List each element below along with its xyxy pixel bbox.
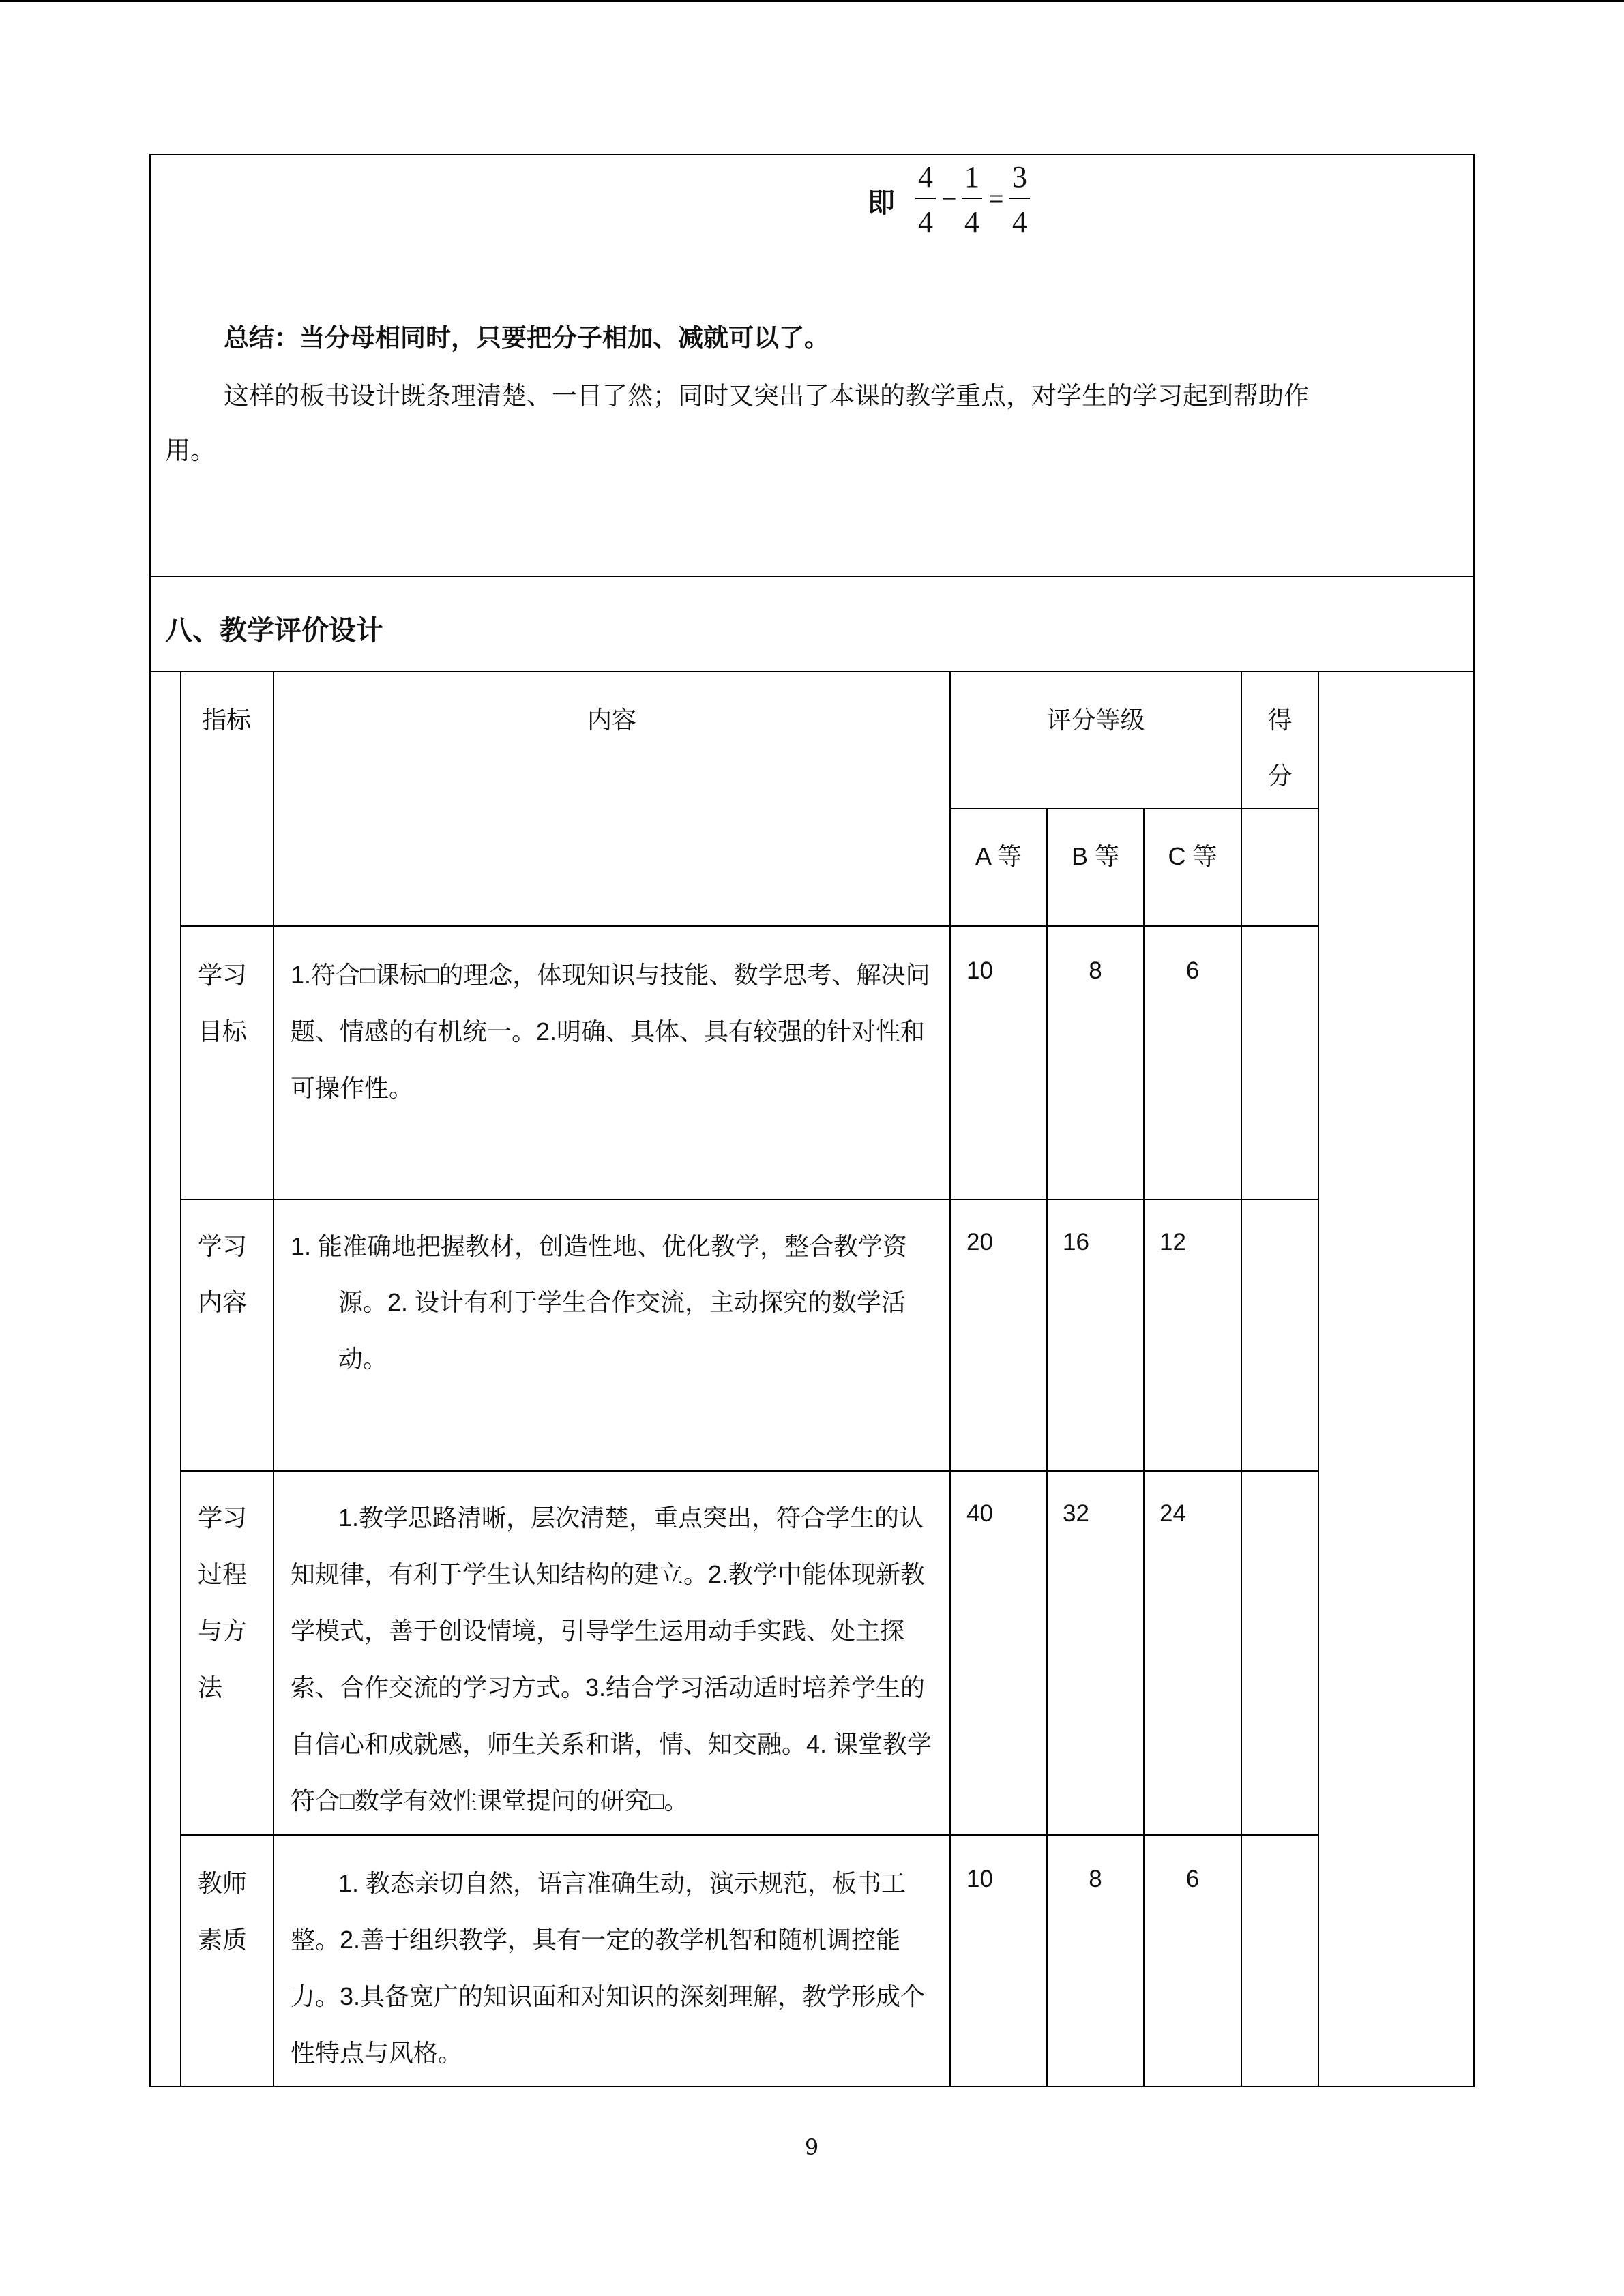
outer-frame-top (149, 154, 1475, 155)
row-content-line: 题、情感的有机统一。2.明确、具体、具有较强的针对性和 (291, 1017, 926, 1045)
row-indicator-line: 目标 (198, 1017, 248, 1045)
equation-prefix: 即 (868, 187, 895, 219)
fraction-1-bar (915, 198, 936, 199)
row-grade-c: 6 (1185, 957, 1200, 984)
summary-bold-line: 总结：当分母相同时，只要把分子相加、减就可以了。 (224, 323, 829, 353)
fraction-3-denominator: 4 (1012, 205, 1027, 239)
row-indicator-line: 内容 (198, 1288, 248, 1316)
header-grade-a: A 等 (975, 842, 1022, 870)
outer-frame-right (1473, 154, 1475, 2087)
header-score-line-1: 得 (1267, 706, 1293, 734)
row-content-line: 符合□数学有效性课堂提问的研究□。 (291, 1787, 689, 1815)
row-content-line: 可操作性。 (291, 1074, 414, 1102)
fraction-2-numerator: 1 (964, 160, 979, 194)
row-grade-c: 12 (1160, 1229, 1186, 1255)
row-indicator-line: 学习 (198, 961, 248, 989)
row-grade-b: 16 (1063, 1229, 1089, 1255)
row-grade-b: 32 (1063, 1500, 1089, 1527)
outer-frame-left (149, 154, 151, 2087)
header-grade-c: C 等 (1168, 842, 1217, 870)
page-top-border (0, 0, 1624, 2)
header-grade-b: B 等 (1071, 842, 1119, 870)
table-col-line-content (949, 671, 951, 2087)
table-col-line-left (180, 671, 181, 2087)
header-score-line-2: 分 (1267, 762, 1293, 790)
row-grade-a: 40 (966, 1500, 993, 1527)
page-number: 9 (804, 2134, 819, 2160)
row-content-line: 动。 (338, 1345, 388, 1373)
fraction-1-denominator: 4 (918, 205, 933, 239)
table-row-line-4 (180, 1834, 1319, 1836)
table-row-line-2 (180, 1199, 1319, 1200)
row-content-line: 力。3.具备宽广的知识面和对知识的深刻理解，教学形成个 (291, 1982, 926, 2010)
row-content-line: 源。2. 设计有利于学生合作交流，主动探究的数学活 (338, 1288, 906, 1316)
header-content: 内容 (587, 706, 636, 734)
row-content-line: 学模式，善于创设情境，引导学生运用动手实践、处主探 (291, 1617, 905, 1645)
row-indicator-line: 学习 (198, 1504, 248, 1532)
row-content-line: 1.符合□课标□的理念，体现知识与技能、数学思考、解决问 (291, 961, 930, 989)
table-col-line-c (1241, 671, 1242, 2087)
outer-frame-divider-2 (149, 671, 1475, 672)
row-indicator-line: 法 (198, 1673, 223, 1701)
row-content-line: 1.教学思路清晰，层次清楚，重点突出，符合学生的认 (338, 1504, 924, 1532)
outer-frame-divider-1 (149, 576, 1475, 577)
row-indicator-line: 与方 (198, 1617, 248, 1645)
table-col-line-a (1046, 808, 1048, 2087)
row-grade-a: 10 (966, 1866, 993, 1892)
fraction-2-denominator: 4 (964, 205, 979, 239)
row-grade-a: 20 (966, 1229, 993, 1255)
fraction-3-bar (1009, 198, 1030, 199)
row-content-line: 索、合作交流的学习方式。3.结合学习活动适时培养学生的 (291, 1673, 926, 1701)
minus-operator: − (941, 183, 957, 214)
row-content-line: 知规律，有利于学生认知结构的建立。2.教学中能体现新教 (291, 1560, 926, 1588)
table-header-subline (949, 808, 1319, 809)
row-grade-b: 8 (1089, 1866, 1102, 1892)
table-row-line-3 (180, 1470, 1319, 1472)
summary-line-1: 这样的板书设计既条理清楚、一目了然；同时又突出了本课的教学重点，对学生的学习起到帮助作 (224, 381, 1309, 411)
row-grade-c: 6 (1185, 1866, 1200, 1892)
row-indicator-line: 教师 (198, 1869, 248, 1897)
outer-frame-bottom (149, 2086, 1475, 2087)
row-indicator-line: 过程 (198, 1560, 248, 1588)
row-content-line: 自信心和成就感，师生关系和谐，情、知交融。4. 课堂教学 (291, 1730, 932, 1758)
table-col-line-b (1143, 808, 1145, 2087)
row-content-line: 整。2.善于组织教学，具有一定的教学机智和随机调控能 (291, 1926, 901, 1954)
summary-line-2: 用。 (165, 436, 216, 465)
fraction-3-numerator: 3 (1012, 160, 1027, 194)
table-col-line-indicator (273, 671, 274, 2087)
row-indicator-line: 学习 (198, 1232, 248, 1260)
row-content-line: 性特点与风格。 (291, 2039, 463, 2067)
header-grade: 评分等级 (1046, 706, 1145, 734)
row-content-line: 1. 教态亲切自然，语言准确生动，演示规范，板书工 (338, 1869, 906, 1897)
equals-operator: = (988, 183, 1004, 214)
table-col-line-score (1318, 671, 1319, 2087)
section-title: 八、教学评价设计 (165, 614, 383, 646)
header-indicator: 指标 (202, 706, 252, 734)
row-grade-a: 10 (966, 957, 993, 984)
table-row-line-1 (180, 925, 1319, 927)
row-content-line: 1. 能准确地把握教材，创造性地、优化教学，整合教学资 (291, 1232, 908, 1260)
fraction-1-numerator: 4 (918, 160, 933, 194)
row-grade-c: 24 (1160, 1500, 1186, 1527)
fraction-2-bar (962, 198, 982, 199)
row-grade-b: 8 (1089, 957, 1102, 984)
row-indicator-line: 素质 (198, 1926, 248, 1954)
